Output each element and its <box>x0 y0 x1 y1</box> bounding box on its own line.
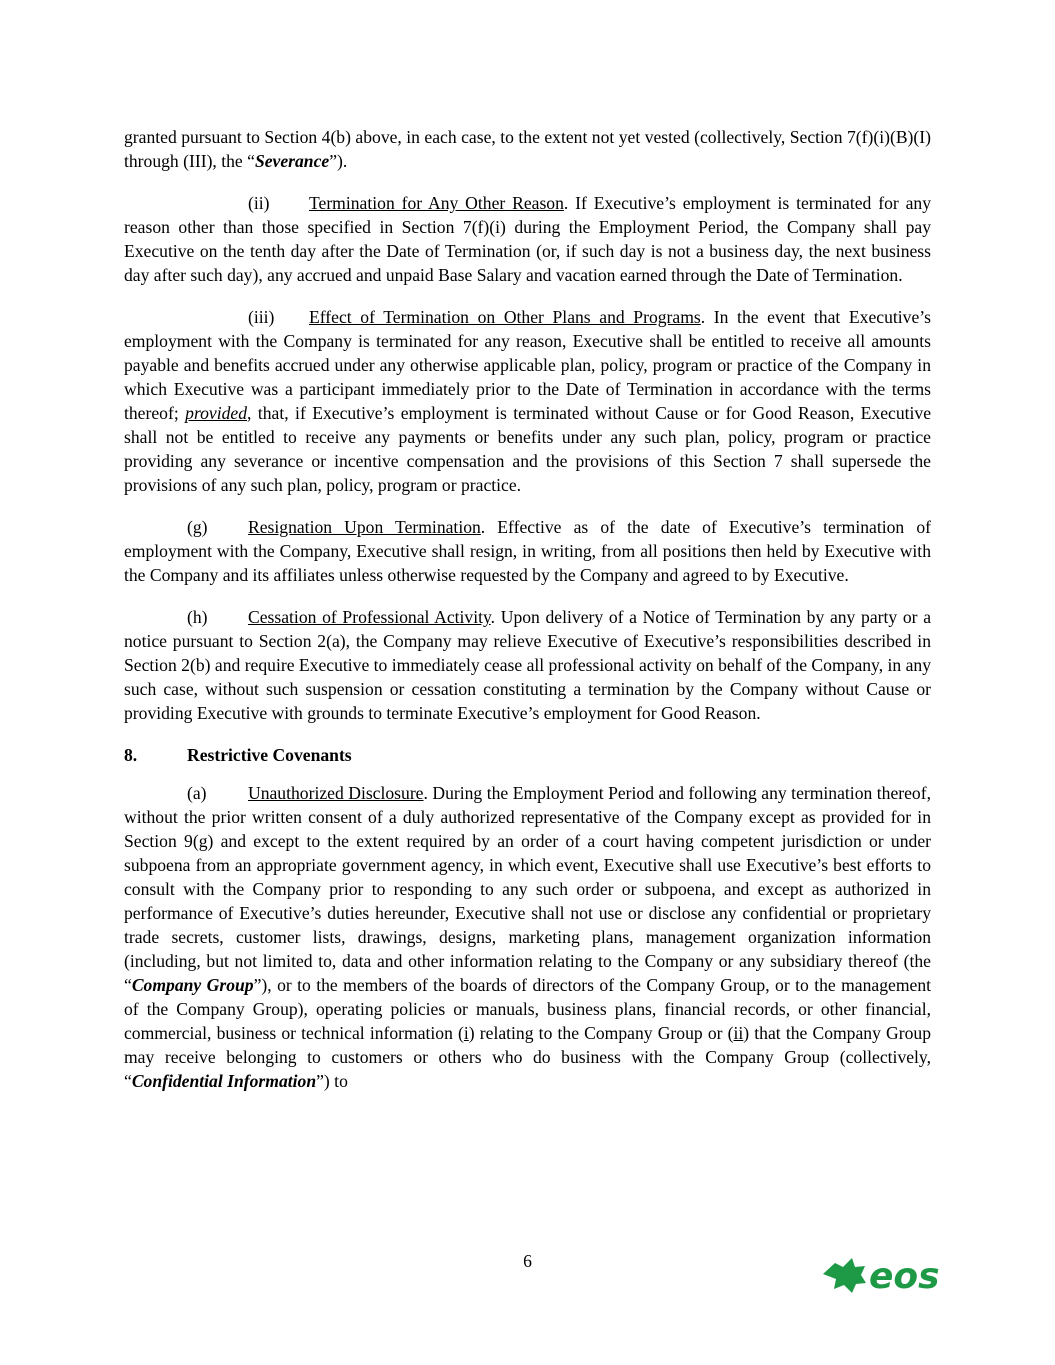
provided-term: provided <box>185 403 248 423</box>
section-heading <box>124 743 931 767</box>
clause-text: . Effective as of the date of Executive’s termination of employment with the Company, Executive shall resign, in writing, from all positions then held by Executive with the Company and its affiliates unless otherwise requested by the Company and agreed to by Executive. <box>124 517 931 585</box>
clause-title: Cessation of Professional Activity <box>248 607 491 627</box>
text: granted pursuant to Section 4(b) above, in each case, to the extent not yet vested (collectively, Section 7(f)(i)(B)(I) through (III), the “ <box>124 127 931 171</box>
eos-logo <box>821 1254 957 1296</box>
clause-text: ) relating to the Company Group or ( <box>468 1023 734 1043</box>
enumerator: ii <box>733 1023 744 1043</box>
clause-title: Unauthorized Disclosure <box>248 783 424 803</box>
page-number: 6 <box>523 1251 532 1271</box>
section-number: 8. <box>124 745 138 765</box>
paragraph-severance-continuation <box>124 125 931 173</box>
enumerator: i <box>463 1023 469 1043</box>
defined-term-severance: Severance <box>254 151 330 171</box>
clause-title: Resignation Upon Termination <box>248 517 481 537</box>
clause-number: (a) <box>187 783 207 803</box>
clause-number: (ii) <box>248 193 270 213</box>
document-body <box>124 125 931 1111</box>
defined-term-confidential-information: Confidential Information <box>131 1071 317 1091</box>
eos-logo-wordmark: eos <box>869 1256 940 1296</box>
paragraph-termination-other-reason <box>124 191 931 287</box>
clause-title: Effect of Termination on Other Plans and Programs <box>309 307 701 327</box>
clause-number: (g) <box>187 517 208 537</box>
clause-text: , that, if Executive’s employment is terminated without Cause or for Good Reason, Executive shall not be entitled to receive any payments or benefits under any such plan, policy, program or practice providing any severance or incentive compensation and the provisions of this Section 7 shall supersede the provisions of any such plan, policy, program or practice. <box>124 403 932 495</box>
clause-text: . If Executive’s employment is terminated for any reason other than those specified in Section 7(f)(i) during the Employment Period, the Company shall pay Executive on the tenth day after the Date of Termination (or, if such day is not a business day, the next business day after such day), any accrued and unpaid Base Salary and vacation earned through the Date of Termination. <box>124 193 931 285</box>
paragraph-resignation <box>124 515 931 587</box>
defined-term-company-group: Company Group <box>131 975 254 995</box>
clause-number: (iii) <box>248 307 275 327</box>
paragraph-effect-of-termination <box>124 305 931 497</box>
section-title: Restrictive Covenants <box>187 745 352 765</box>
clause-text: ”), or to the members of the boards of directors of the Company Group, or to the management of the Company Group), operating policies or manuals, business plans, financial records, or other financial, commercial, business or technical information ( <box>124 975 931 1043</box>
clause-text: . In the event that Executive’s employment with the Company is terminated for any reason, Executive shall be entitled to receive all amounts payable and benefits accrued under any otherwise applicable plan, policy, program or practice of the Company in which Executive was a participant immediately prior to the Date of Termination in accordance with the terms thereof; <box>124 307 931 423</box>
clause-number: (h) <box>187 607 208 627</box>
clause-text: . During the Employment Period and following any termination thereof, without the prior written consent of a duly authorized representative of the Company except as provided for in Section 9(g) and except to the extent required by an order of a court having competent jurisdiction or under subpoena from an appropriate government agency, in which event, Executive shall use Executive’s best efforts to consult with the Company prior to responding to any such order or subpoena, and except as authorized in performance of Executive’s duties hereunder, Executive shall not use or disclose any confidential or proprietary trade secrets, customer lists, drawings, designs, marketing plans, management organization information (including, but not limited to, data and other information relating to the Company or any subsidiary thereof (the “ <box>124 783 931 995</box>
paragraph-cessation <box>124 605 931 725</box>
clause-title: Termination for Any Other Reason <box>309 193 564 213</box>
clause-text: ) that the Company Group may receive belonging to customers or others who do business with the Company Group (collectively, “ <box>124 1023 931 1091</box>
clause-text: ”) to <box>316 1071 348 1091</box>
clause-text: . Upon delivery of a Notice of Termination by any party or a notice pursuant to Section 2(a), the Company may relieve Executive of Executive’s responsibilities described in Section 2(b) and require Executive to immediately cease all professional activity on behalf of the Company, in any such case, without such suspension or cessation constituting a termination by the Company without Cause or providing Executive with grounds to terminate Executive’s employment for Good Reason. <box>124 607 932 723</box>
eos-logo-mark-icon <box>823 1258 866 1293</box>
paragraph-unauthorized-disclosure <box>124 781 931 1093</box>
text: ”). <box>329 151 348 171</box>
